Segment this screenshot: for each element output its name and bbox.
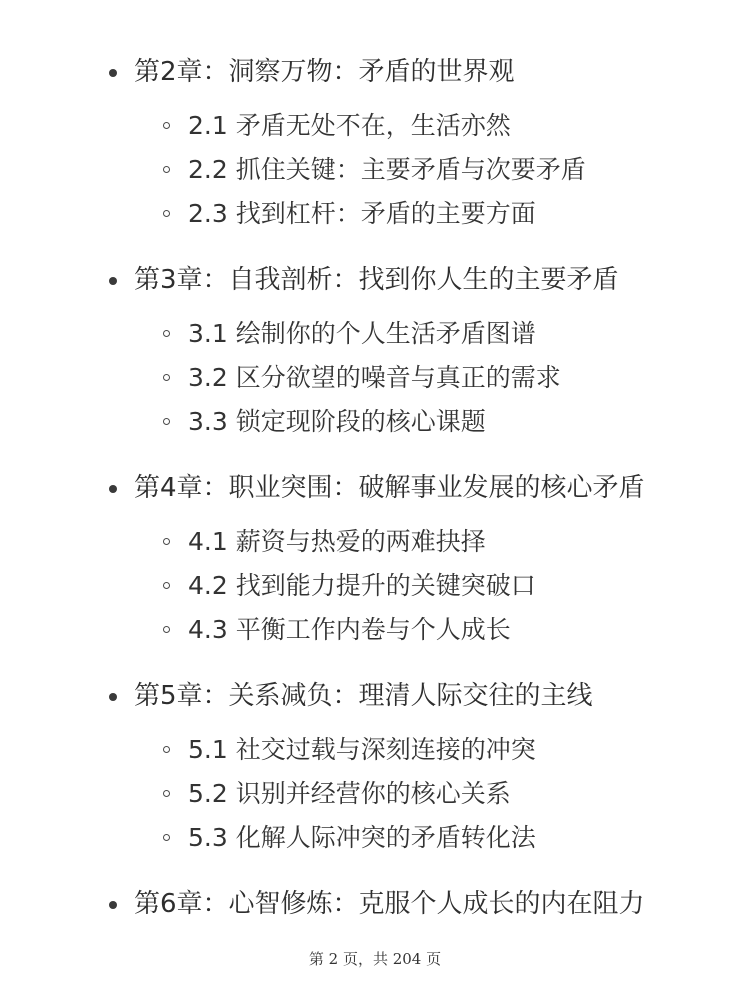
- section-item: [0, 772, 750, 816]
- circle-bullet-icon: [163, 626, 170, 633]
- section-item: [0, 312, 750, 356]
- section-item: [0, 400, 750, 444]
- section-item: [0, 356, 750, 400]
- chapter-line: [0, 672, 750, 720]
- chapter-title: 第6章：心智修炼：克服个人成长的内在阻力: [134, 889, 645, 919]
- chapter-title: 第2章：洞察万物：矛盾的世界观: [134, 57, 515, 87]
- circle-bullet-icon: [163, 790, 170, 797]
- section-item: [0, 564, 750, 608]
- section-title: 3.2 区分欲望的噪音与真正的需求: [188, 363, 561, 392]
- section-list: [0, 728, 750, 860]
- section-item: [0, 816, 750, 860]
- section-title: 3.1 绘制你的个人生活矛盾图谱: [188, 319, 536, 348]
- circle-bullet-icon: [163, 834, 170, 841]
- section-title: 4.2 找到能力提升的关键突破口: [188, 571, 536, 600]
- chapter-item: [0, 672, 750, 860]
- circle-bullet-icon: [163, 374, 170, 381]
- section-title: 4.3 平衡工作内卷与个人成长: [188, 615, 511, 644]
- circle-bullet-icon: [163, 210, 170, 217]
- section-item: [0, 148, 750, 192]
- circle-bullet-icon: [163, 538, 170, 545]
- section-item: [0, 728, 750, 772]
- disc-bullet-icon: [109, 277, 117, 285]
- section-title: 3.3 锁定现阶段的核心课题: [188, 407, 486, 436]
- chapter-line: [0, 464, 750, 512]
- section-title: 2.2 抓住关键：主要矛盾与次要矛盾: [188, 155, 586, 184]
- circle-bullet-icon: [163, 582, 170, 589]
- section-list: [0, 520, 750, 652]
- circle-bullet-icon: [163, 166, 170, 173]
- chapter-line: [0, 48, 750, 96]
- chapter-title: 第5章：关系减负：理清人际交往的主线: [134, 681, 593, 711]
- section-list: [0, 104, 750, 236]
- chapter-title: 第4章：职业突围：破解事业发展的核心矛盾: [134, 473, 645, 503]
- section-item: [0, 192, 750, 236]
- chapter-title: 第3章：自我剖析：找到你人生的主要矛盾: [134, 265, 619, 295]
- circle-bullet-icon: [163, 330, 170, 337]
- circle-bullet-icon: [163, 418, 170, 425]
- section-title: 2.1 矛盾无处不在，生活亦然: [188, 111, 511, 140]
- section-title: 5.2 识别并经营你的核心关系: [188, 779, 511, 808]
- section-item: [0, 104, 750, 148]
- chapter-item: [0, 256, 750, 444]
- disc-bullet-icon: [109, 485, 117, 493]
- section-title: 2.3 找到杠杆：矛盾的主要方面: [188, 199, 536, 228]
- disc-bullet-icon: [109, 693, 117, 701]
- section-title: 5.3 化解人际冲突的矛盾转化法: [188, 823, 536, 852]
- section-list: [0, 312, 750, 444]
- circle-bullet-icon: [163, 746, 170, 753]
- section-title: 5.1 社交过载与深刻连接的冲突: [188, 735, 536, 764]
- chapter-item: [0, 464, 750, 652]
- chapter-item: [0, 880, 750, 928]
- chapter-line: [0, 256, 750, 304]
- section-item: [0, 608, 750, 652]
- section-title: 4.1 薪资与热爱的两难抉择: [188, 527, 486, 556]
- chapter-line: [0, 880, 750, 928]
- chapter-item: [0, 48, 750, 236]
- disc-bullet-icon: [109, 901, 117, 909]
- circle-bullet-icon: [163, 122, 170, 129]
- disc-bullet-icon: [109, 69, 117, 77]
- section-item: [0, 520, 750, 564]
- table-of-contents: [0, 48, 750, 928]
- page-number-footer: 第 2 页，共 204 页: [308, 950, 442, 968]
